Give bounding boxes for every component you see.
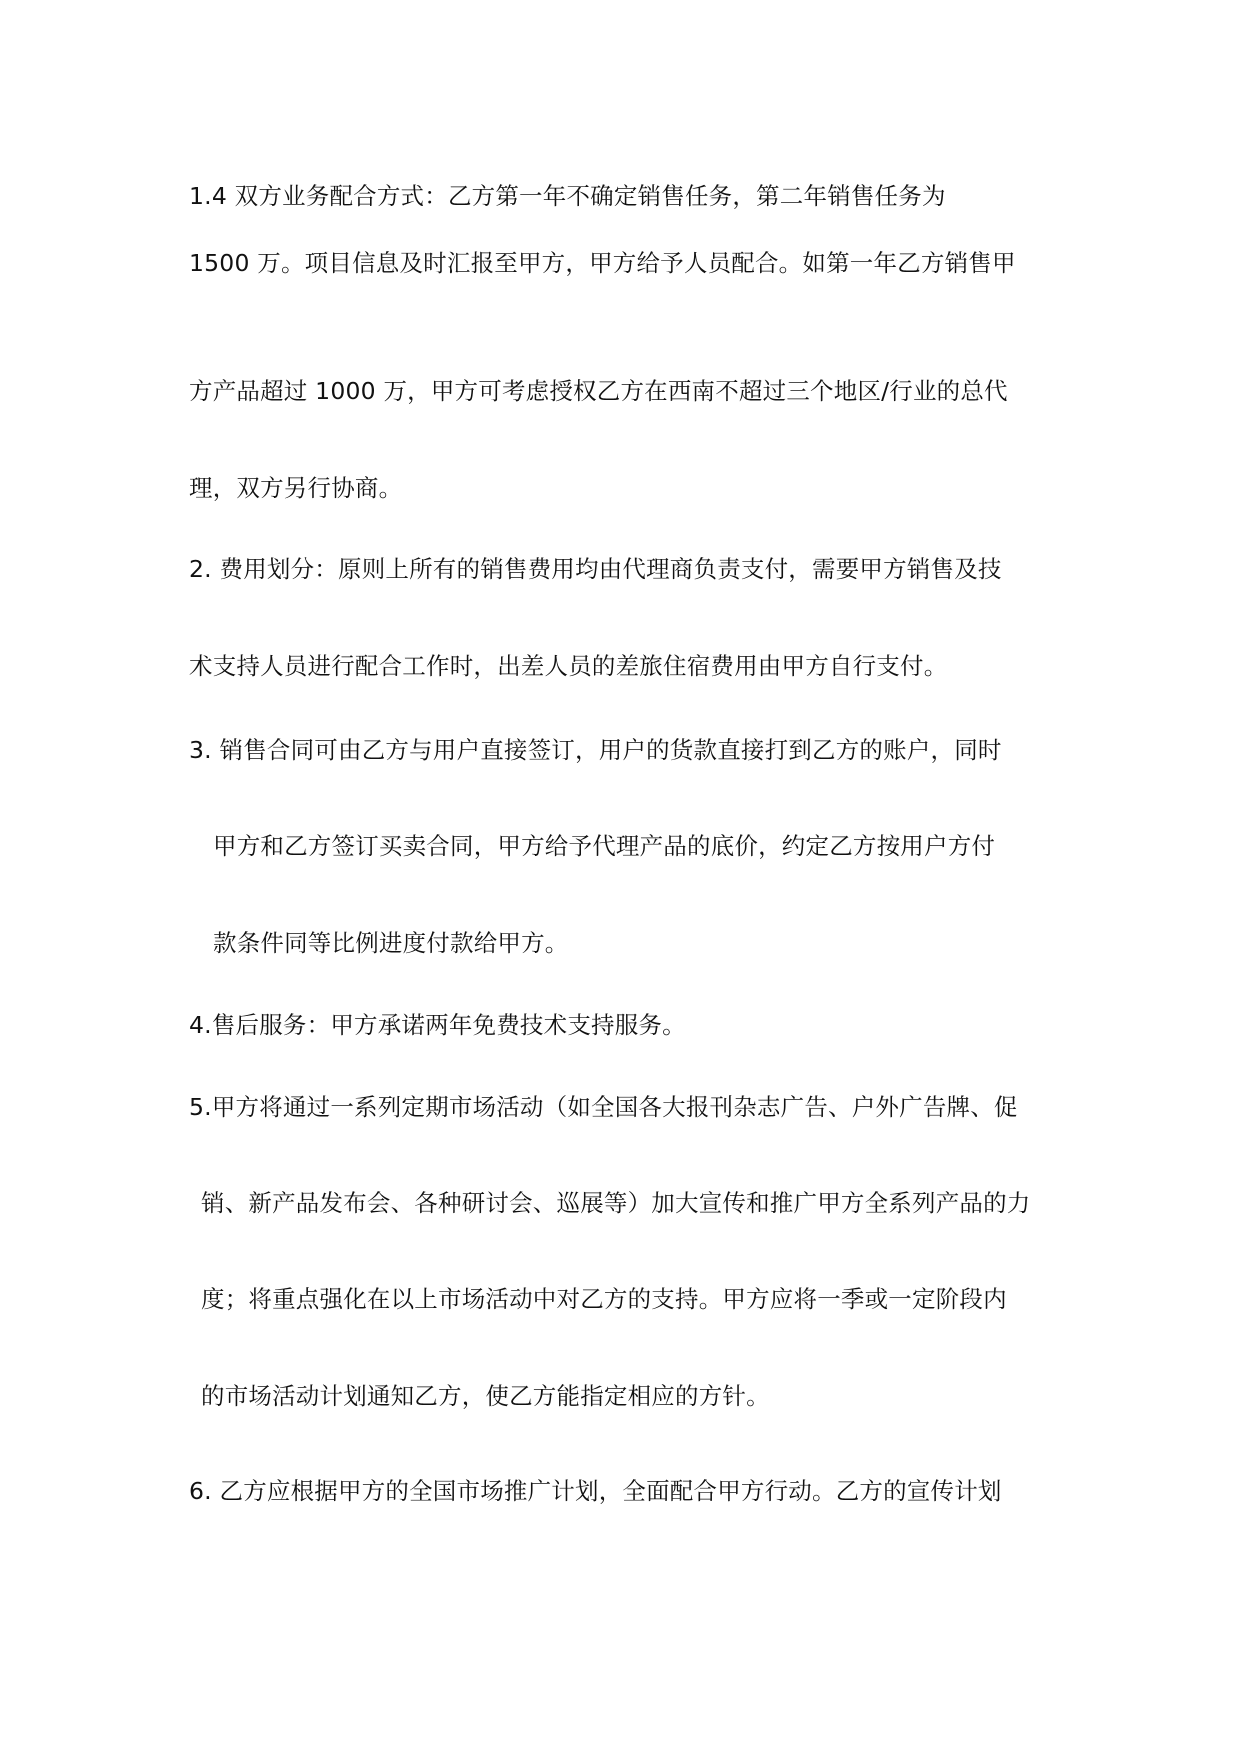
clause-6-line-1: 6. 乙方应根据甲方的全国市场推广计划，全面配合甲方行动。乙方的宣传计划 xyxy=(189,1477,1002,1505)
clause-1-4-line-4: 理，双方另行协商。 xyxy=(189,474,403,502)
clause-3-line-2: 甲方和乙方签订买卖合同，甲方给予代理产品的底价，约定乙方按用户方付 xyxy=(213,832,996,860)
clause-1-4-line-1: 1.4 双方业务配合方式：乙方第一年不确定销售任务，第二年销售任务为 xyxy=(189,182,946,210)
clause-4-line-1: 4.售后服务：甲方承诺两年免费技术支持服务。 xyxy=(189,1011,686,1039)
clause-5-line-1: 5.甲方将通过一系列定期市场活动（如全国各大报刊杂志广告、户外广告牌、促 xyxy=(189,1093,1018,1121)
clause-3-line-1: 3. 销售合同可由乙方与用户直接签订，用户的货款直接打到乙方的账户，同时 xyxy=(189,736,1002,764)
clause-1-4-line-2: 1500 万。项目信息及时汇报至甲方，甲方给予人员配合。如第一年乙方销售甲 xyxy=(189,249,1016,277)
clause-5-line-2: 销、新产品发布会、各种研讨会、巡展等）加大宣传和推广甲方全系列产品的力 xyxy=(201,1189,1031,1217)
clause-2-line-1: 2. 费用划分：原则上所有的销售费用均由代理商负责支付，需要甲方销售及技 xyxy=(189,555,1002,583)
clause-5-line-3: 度；将重点强化在以上市场活动中对乙方的支持。甲方应将一季或一定阶段内 xyxy=(201,1285,1007,1313)
clause-1-4-line-3: 方产品超过 1000 万，甲方可考虑授权乙方在西南不超过三个地区/行业的总代 xyxy=(189,377,1008,405)
clause-5-line-4: 的市场活动计划通知乙方，使乙方能指定相应的方针。 xyxy=(201,1382,770,1410)
clause-2-line-2: 术支持人员进行配合工作时，出差人员的差旅住宿费用由甲方自行支付。 xyxy=(189,652,948,680)
clause-3-line-3: 款条件同等比例进度付款给甲方。 xyxy=(213,929,569,957)
